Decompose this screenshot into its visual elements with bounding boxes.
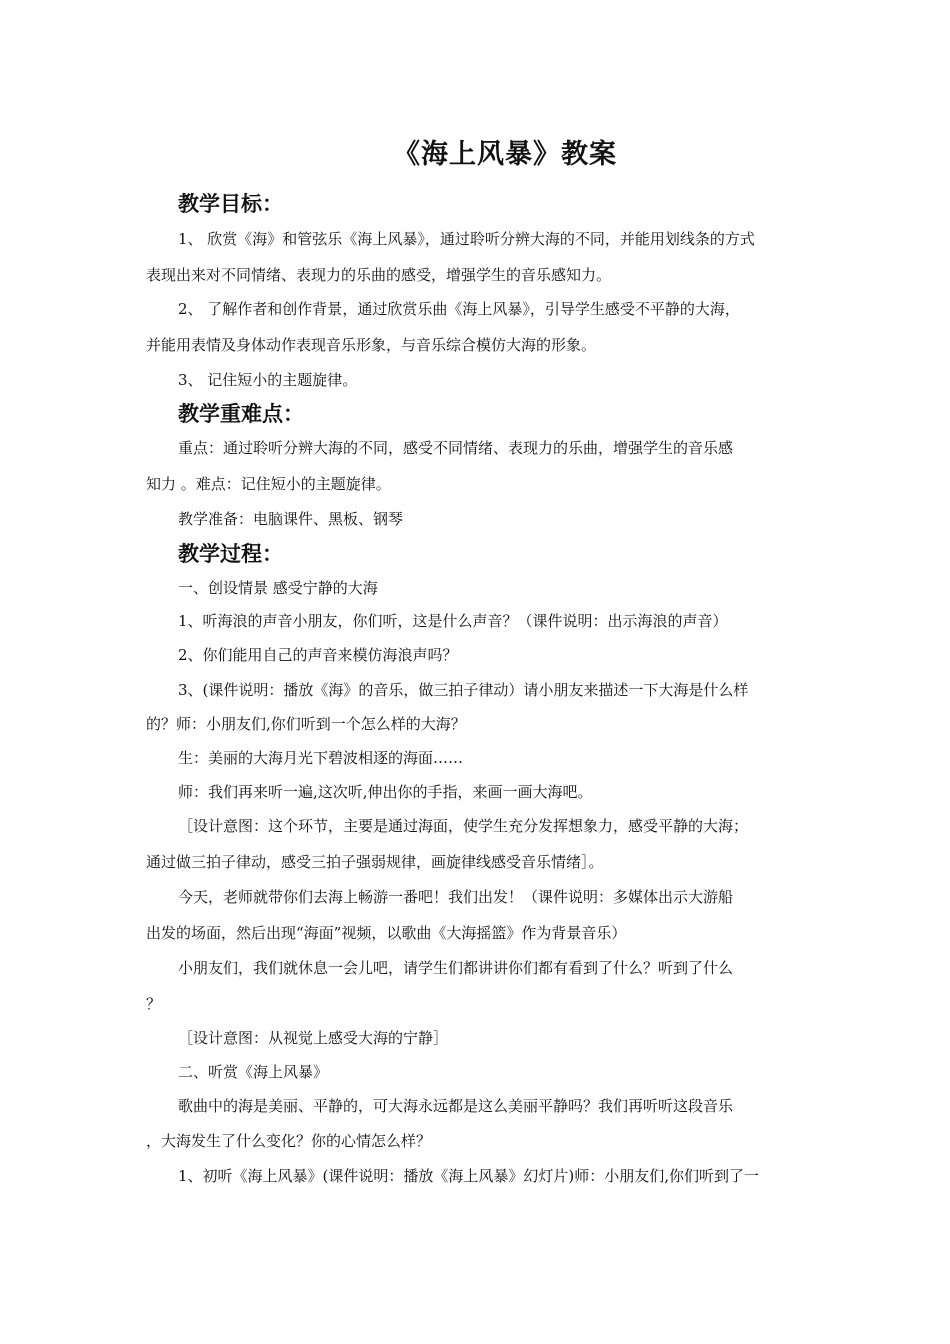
process-line: 2、你们能用自己的声音来模仿海浪声吗？ [178,646,458,664]
process-line: ？ [146,995,162,1013]
process-line: 1、初听《海上风暴》(课件说明：播放《海上风暴》幻灯片)师：小朋友们,你们听到了一 [178,1167,760,1185]
teaching-prep: 教学准备：电脑课件、黑板、钢琴 [178,510,404,528]
process-line: 的？师：小朋友们,你们听到一个怎么样的大海？ [146,715,466,733]
difficulty-line-1: 重点：通过聆听分辨大海的不同，感受不同情绪、表现力的乐曲，增强学生的音乐感 [178,439,734,457]
goal-2-line-2: 并能用表情及身体动作表现音乐形象，与音乐综合模仿大海的形象。 [146,336,597,354]
heading-process: 教学过程： [178,542,283,566]
process-section-1: 一、创设情景 感受宁静的大海 [178,579,378,597]
design-intent-2: ［设计意图：从视觉上感受大海的宁静］ [178,1029,449,1047]
goal-1-line-2: 表现出来对不同情绪、表现力的乐曲的感受，增强学生的音乐感知力。 [146,266,612,284]
process-line: 歌曲中的海是美丽、平静的，可大海永远都是这么美丽平静吗？我们再听听这段音乐 [178,1097,734,1115]
process-line: 小朋友们，我们就休息一会儿吧，请学生们都讲讲你们都有看到了什么？听到了什么 [178,959,734,977]
process-line: 今天，老师就带你们去海上畅游一番吧！我们出发！（课件说明：多媒体出示大游船 [178,888,734,906]
document-title: 《海上风暴》教案 [393,139,617,170]
goal-1-line-1: 1、 欣赏《海》和管弦乐《海上风暴》，通过聆听分辨大海的不同，并能用划线条的方式 [178,230,755,248]
goal-3: 3、 记住短小的主题旋律。 [178,371,358,389]
process-line: 出发的场面，然后出现“海面”视频，以歌曲《大海摇篮》作为背景音乐） [146,924,627,942]
goal-2-line-1: 2、 了解作者和创作背景，通过欣赏乐曲《海上风暴》，引导学生感受不平静的大海， [178,300,740,318]
difficulty-line-2: 知力 。难点：记住短小的主题旋律。 [146,475,391,493]
process-line: 生：美丽的大海月光下碧波相逐的海面…… [178,749,464,767]
heading-goals: 教学目标： [178,192,283,216]
process-section-2: 二、听赏《海上风暴》 [178,1063,329,1081]
process-line: 1、听海浪的声音小朋友，你们听，这是什么声音？（课件说明：出示海浪的声音） [178,612,728,630]
process-line: ，大海发生了什么变化？你的心情怎么样？ [146,1132,432,1150]
process-line: 3、(课件说明：播放《海》的音乐，做三拍子律动）请小朋友来描述一下大海是什么样 [178,681,749,699]
heading-difficulties: 教学重难点： [178,402,304,426]
process-line: 师：我们再来听一遍,这次听,伸出你的手指，来画一画大海吧。 [178,783,593,801]
design-intent-1-line-1: ［设计意图：这个环节，主要是通过海面，使学生充分发挥想象力，感受平静的大海； [178,817,749,835]
design-intent-1-line-2: 通过做三拍子律动，感受三拍子强弱规律，画旋律线感受音乐情绪］。 [146,853,604,871]
